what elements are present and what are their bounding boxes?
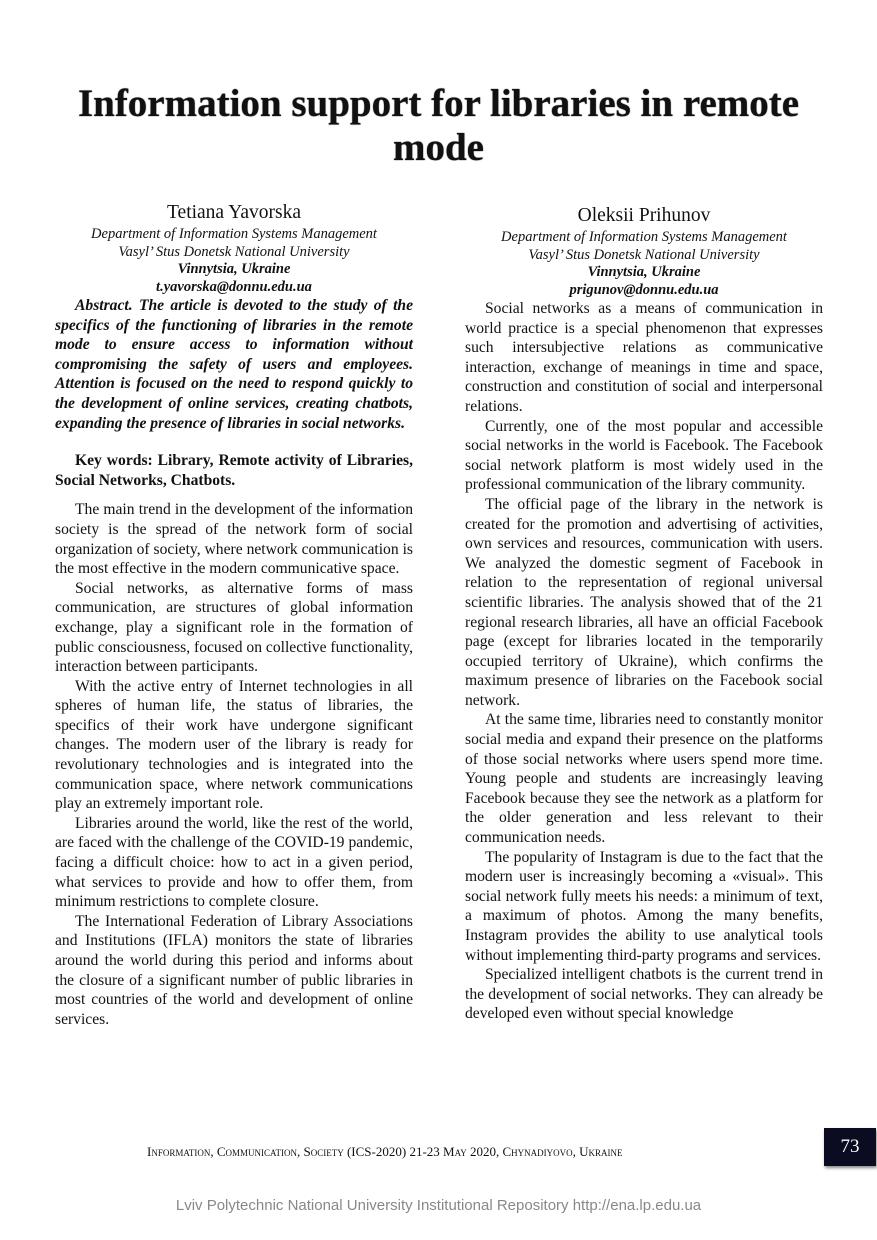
- author-email: t.yavorska@donnu.edu.ua: [156, 278, 312, 295]
- paragraph: The official page of the library in the network is created for the promotion and advertising of activities, own services and resources, communication with users. We analyzed the domestic segment of Facebook in relation to the representation of regional universal scientific libraries. The analysis showed that of the 21 regional research libraries, all have an official Facebook page (except for libraries located in the temporarily occupied territory of Ukraine), which confirms the maximum presence of libraries on the Facebook social network.: [465, 495, 823, 709]
- repository-watermark: Lviv Polytechnic National University Institutional Repository http://ena.lp.edu.ua: [175, 1197, 702, 1214]
- paragraph: Social networks, as alternative forms of mass communication, are structures of global information exchange, play a significant role in the formation of public consciousness, focused on collective functionality, interaction between participants.: [55, 579, 413, 676]
- left-column: [55, 200, 413, 1029]
- author-department: Department of Information Systems Management: [91, 226, 377, 242]
- paragraph: The main trend in the development of the information society is the spread of the network form of social organization of society, where network communication is the most effective in the modern communicative space.: [55, 501, 413, 578]
- paragraph: Social networks as a means of communication in world practice is a special phenomenon that expresses such intersubjective relations as communicative interaction, exchange of meanings in time and space, construction and constitution of social and interpersonal relations.: [465, 300, 823, 415]
- paragraph: At the same time, libraries need to constantly monitor social media and expand their presence on the platforms of those social networks where users spend more time. Young people and students are increasingly leaving Facebook because they see the network as a platform for the older generation and less relevant to their communication needs.: [465, 711, 823, 847]
- keywords: Key words: Library, Remote activity of Libraries, Social Networks, Chatbots.: [55, 452, 413, 489]
- author-department: Department of Information Systems Management: [501, 229, 787, 245]
- paragraph: Currently, one of the most popular and accessible social networks in the world is Facebook. The Facebook social network platform is most widely used in the professional communication of the library community.: [465, 417, 823, 494]
- author-university: Vasyl’ Stus Donetsk National University: [528, 246, 760, 263]
- paragraph: With the active entry of Internet technologies in all spheres of human life, the status of libraries, the specifics of their work have undergone significant changes. The modern user of the library is ready for revolutionary technologies and is integrated into the communication space, where network communications play an extremely important role.: [55, 677, 413, 813]
- author-city: Vinnytsia, Ukraine: [177, 261, 291, 277]
- paragraph: The International Federation of Library Associations and Institutions (IFLA) monitors the state of libraries around the world during this period and informs about the closure of a significant number of public libraries in most countries of the world and development of online services.: [55, 912, 413, 1028]
- author-email: prigunov@donnu.edu.ua: [569, 281, 719, 298]
- running-footer: Information, Communication, Society (ICS-2020) 21-23 May 2020, Chynadiyovo, Ukraine: [147, 1144, 623, 1159]
- paper-title: Information support for libraries in remote mode: [77, 82, 800, 169]
- author-name: Oleksii Prihunov: [577, 205, 711, 226]
- author-block-2: [465, 203, 823, 299]
- author-university: Vasyl’ Stus Donetsk National University: [118, 243, 350, 260]
- paragraph: Specialized intelligent chatbots is the current trend in the development of social networks. They can already be developed even without special knowledge: [465, 966, 823, 1023]
- paragraph: The popularity of Instagram is due to the fact that the modern user is increasingly becoming a «visual». This social network fully meets his needs: a minimum of text, a maximum of photos. Among the many benefits, Instagram provides the ability to use analytical tools without implementing third-party programs and services.: [465, 848, 823, 964]
- author-name: Tetiana Yavorska: [166, 202, 302, 223]
- page-number: 73: [824, 1128, 876, 1166]
- right-column: [465, 203, 823, 1024]
- paragraph: Libraries around the world, like the rest of the world, are faced with the challenge of the COVID-19 pandemic, facing a difficult choice: how to act in a given period, what services to provide and how to offer them, from minimum restrictions to complete closure.: [55, 814, 413, 911]
- abstract: Abstract. The article is devoted to the study of the specifics of the functioning of libraries in the remote mode to ensure access to information without compromising the safety of users and employees. Attention is focused on the need to respond quickly to the development of online services, creating chatbots, expanding the presence of libraries in social networks.: [55, 297, 413, 432]
- author-block-1: [55, 200, 413, 296]
- author-city: Vinnytsia, Ukraine: [587, 264, 701, 280]
